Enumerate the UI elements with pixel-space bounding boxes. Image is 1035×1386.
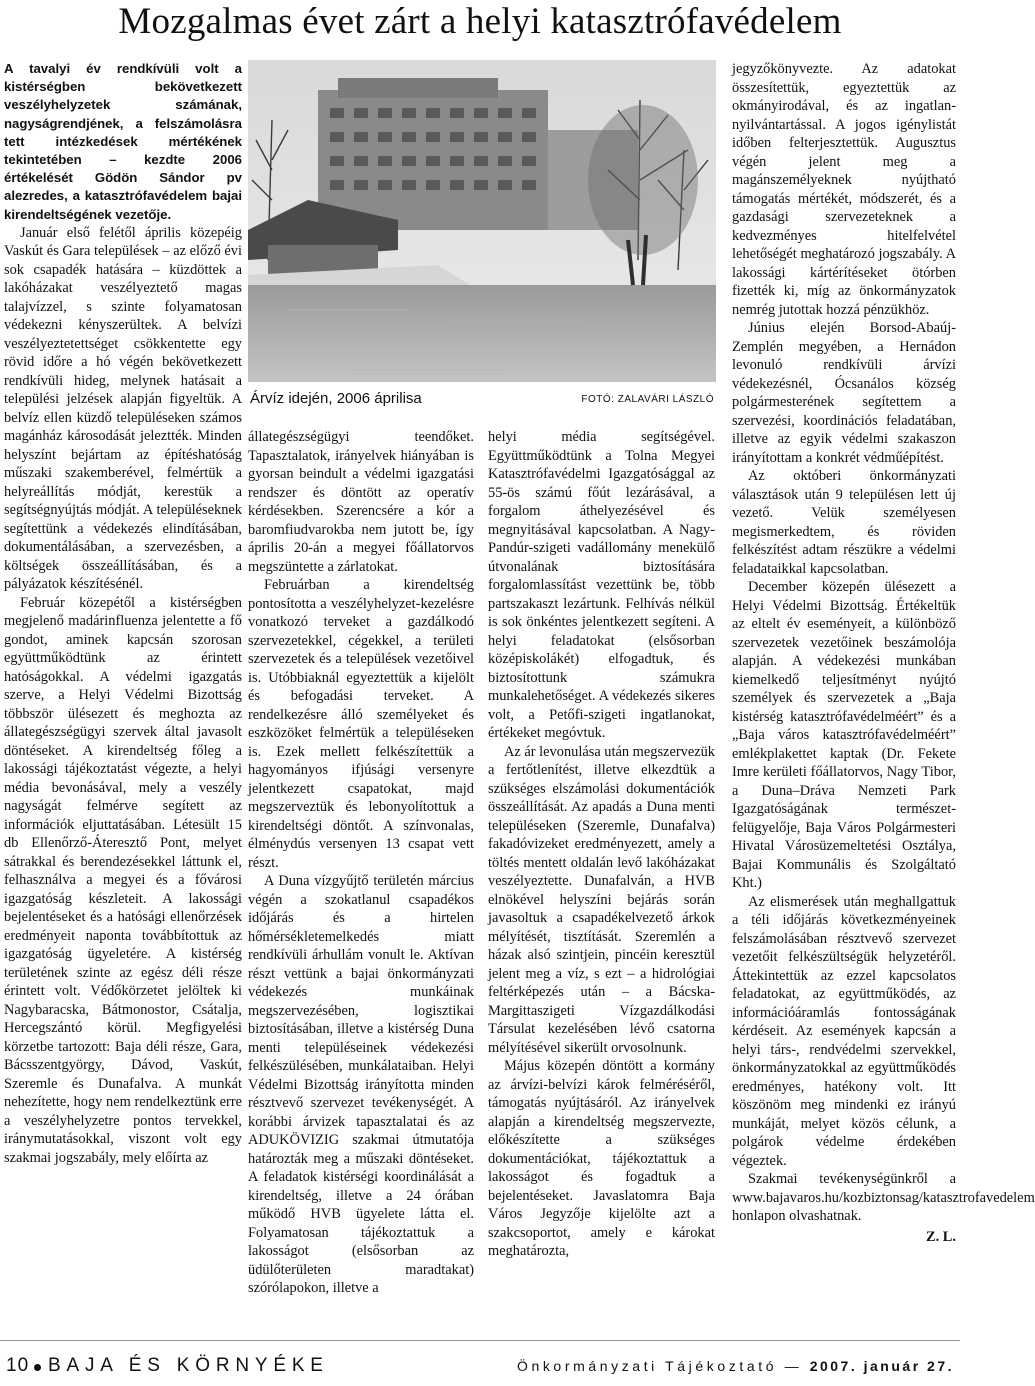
- footer-divider: [0, 1340, 960, 1341]
- paragraph: állategészségügyi teendőket. Tapasztalatok, irányelvek hiányában is gyorsan beindult a védelmi igazgatási rendszer és döntött az operatív kérdésekben. Szerencsére a kór a baromfiudvarokba nem jutott be, így április 20-án a megyei főállatorvos megszüntette a zárlatokat.: [248, 429, 474, 575]
- page-number: 10: [6, 1355, 30, 1376]
- paragraph: Az októberi önkormányzati választások után 9 településen lett új vezető. Velük személyesen megismerkedtem, és röviden felkészítést adtam részükre a védelmi feladataikkal kapcsolatban.: [732, 468, 956, 577]
- flood-photo-image: [248, 60, 716, 382]
- issue-date: 2007. január 27.: [809, 1358, 954, 1374]
- column-4: [732, 60, 1035, 1246]
- paragraph: Szakmai tevékenységünkről a www.bajavaros.hu/kozbiztonsag/katasztrofavedelem honlapon olvashatnak.: [732, 1171, 1035, 1224]
- article-lead: A tavalyi év rendkívüli volt a kistérségben bekövetkezett veszélyhelyzetek számának, nagyságrendjének, a felszámolásra tett intézkedések mértékének tekintetében – kezdte 2006 értékelését Gödön Sándor pv alezredes, a katasztrófavédelem bajai kirendeltségének vezetője.: [4, 61, 242, 222]
- paragraph: Az elismerések után meghallgattuk a téli időjárás következményeinek felszámolásában résztvevő szervezet vezetőit felkészültségük helyzetéről. Áttekintettük az ezzel kapcsolatos feladatokat, az együttműködés, az információáramlás fontosságának kérdéseit. Az események kapcsán a helyi társ-, rendvédelmi szervekkel, önkormányzatokkal az együttműködés eredményes, hatékony volt. Itt köszönöm meg mindenki ez irányú munkáját, melyet közös célunk, a polgárok védelme érdekében végeztek.: [732, 893, 956, 1169]
- column-2: [248, 428, 474, 1298]
- photo-caption-bar: [248, 390, 716, 412]
- author-signature: Z. L.: [926, 1228, 956, 1245]
- publication-subtitle: Önkormányzati Tájékoztató —: [516, 1358, 803, 1374]
- paragraph: Az ár levonulása után megszervezük a fertőtlenítést, illetve elkezdtük a szükséges elszámolási dokumentációk összeállítását. Az apadás a Duna menti településeken (Szeremle, Dunafalva) fakadóvizeket eredményezett, amely a töltés mentett oldalán levő lakóházakat veszélyeztette. Dunafalván, a HVB elnökével helyszíni bejárás során javasoltuk a csapadékelvezető árkok mélyítését, tisztítását. Szeremlén a házak alsó szintjein, pincéin keresztül jelent meg a víz, s ezt – a hidrológiai feltérképezés után – a Bácska-Margittaszigeti Vízgazdálkodási Társulat kezelésében lévő csatorna mélyítésével sikerült orvosolnunk.: [488, 743, 715, 1056]
- paragraph: Június elején Borsod-Abaúj-Zemplén megyében, a Hernádon levonuló rendkívüli árvízi védekezésnél, Ócsanálos község polgármesterének segítettem a szervezési, koordinációs feladatában, illetve az egyik védelmi szakaszon irányítottam a konkrét védműépítést.: [732, 320, 956, 466]
- paragraph: Februárban a kirendeltség pontosította a veszélyhelyzet-kezelésre vonatkozó terveket a gazdálkodó szervezetekkel, cégekkel, a területi szervezetek és a települések vezetőivel is. Utóbbiaknál egyeztettük a kijelölt és befogadási terveket. A rendelkezésre álló személyeket és eszközöket felmértük a településeken is. Ezek mellett felkészítettük a hagyományos ifjúsági versenyre jelentkezett csapatokat, majd megszerveztük és lebonyolítottuk a kirendeltségi döntőt. A színvonalas, élménydús versenyen 13 csapat vett részt.: [248, 577, 474, 871]
- photo-caption: Árvíz idején, 2006 áprilisa: [250, 390, 422, 407]
- bullet-dot-icon: [34, 1364, 41, 1371]
- column-1: [4, 60, 242, 1167]
- paragraph: December közepén ülésezett a Helyi Védelmi Bizottság. Értékeltük az eltelt év eseményeit, a különböző szervezetek vezetőinek beszámolója alapján. A védekezési munkában kiemelkedő teljesítményt nyújtó személyek és szervezetek a „Baja kistérség katasztrófavédelméért” és a „Baja város katasztrófavédelméért” emlékplakettet kaptak (Dr. Fekete Imre kerületi főállatorvos, Nagy Tibor, a Duna–Dráva Nemzeti Park Igazgatóságának természet-felügyelője, Baja Város Polgármesteri Hivatal Városüzemeltetési Osztálya, Bajai Kommunális és Szolgáltató Kht.): [732, 579, 956, 891]
- paragraph: jegyzőkönyvezte. Az adatokat összesítettük, egyeztettük az okmányirodával, és az ingatlan-nyilvántartással. A jogos igénylistát időben felterjesztettük. Augusztus végén jelent meg a magánszemélyeknek nyújtható támogatás mértékét, módszerét, és a gazdasági szervezeteknek a kedvezményes hitelfelvétel lehetőségét meghatározó jogszabály. A lakossági kártérítéseket ötórben fizették ki, míg az önkormányzatok nemrég jutottak hozzá pénzükhöz.: [732, 61, 956, 318]
- photo-credit: FOTÓ: ZALAVÁRI LÁSZLÓ: [581, 394, 714, 405]
- paragraph: Január első felétől április közepéig Vaskút és Gara települések – az előző évi sok csapadék hatására – küzdöttek a lakóházakat veszélyeztető magas talajvízzel, s szinte folyamatosan védekezni kényszerültek. A belvízi veszélyeztetettséget csökkentette egy rövid időre a hó végén bekövetkezett rendkívüli hideg, melynek hatásait a települési jelzések alapján figyeltük. A belvíz ellen küzdő településeken számos magánház károsodását jeleztték. Minden helyszínt bejártam az építéshatóság műszaki szakemberével, felmértük a helyreállítás módját, kerestük a segítségnyújtás módját. A településeknek segítettünk a védekezés elindításában, dokumentálásában, a szervezésben, a költségek összeállításában, és a pályázatok készítésénél.: [4, 224, 242, 593]
- page-footer: [0, 1355, 960, 1381]
- publication-info: [517, 1358, 954, 1374]
- paragraph: Február közepétől a kistérségben megjelenő madárinfluenza jelentette a fő gondot, aminek kapcsán szorosan együttműködtünk az érintett hatóságokkal. A védelmi igazgatás szerve, a Helyi Védelmi Bizottság többször ülésezett és meghozta az állategészségügyi szervek által javasolt döntéseket. A kirendeltség főleg a lakossági tájékoztatást végezte, a helyi média bevonásával, mely a veszély nagyságát felmérve segített az információk eljuttatásában. Létesült 15 db Ellenőrző-Áteresztő Pont, melyet sátrakkal és berendezésekkel láttunk el, felhasználva a megyei és a fővárosi igazgatóság készleteit. A lakossági bejelentéseket és a hatósági ellenőrzések eredményeit naponta továbbítottuk az igazgatóság ügyeletére. A kistérség területének szinte az egész déli része érintett volt. Védőkörzetet jelöltek ki Nagybaracska, Bátmonostor, Csátalja, Hercegszántó körül. Megfigyelési körzetbe tartozott: Baja déli része, Gara, Bácsszentgyörgy, Dávod, Vaskút, Szeremle és Dunafalva. A munkát nehezítette, hogy nem rendelkeztünk erre a veszélyhelyzetre pontos tervekkel, iránymutatásokkal, viszont volt egy szakmai jogszabály, mely előírta az: [4, 594, 242, 1166]
- flood-photo: [248, 60, 716, 382]
- paragraph: helyi média segítségével. Együttműködtünk a Tolna Megyei Katasztrófavédelmi Igazgatósággal az 55-ös számú főút lezárásával, a forgalom áthelyezésével és megnyitásával kapcsolatban. A Nagy-Pandúr-szigeti vadállomány menekülő útvonalának biztosítására forgalomlassítást vezettünk be, több partszakaszt lezártunk. Felhívás nélkül is sok önkéntes jelentkezett segíteni. A helyi feladatokat (elsősorban középiskolákét) elfogadtuk, és biztosítottunk számukra munkalehetőséget. A védekezés sikeres volt, a Petőfi-szigeti ingatlanokat, értékeket megóvtuk.: [488, 429, 715, 741]
- column-3: [488, 428, 715, 1261]
- paragraph: Május közepén döntött a kormány az árvízi-belvízi károk felméréséről, támogatás nyújtásáról. Az irányelvek alapján a kirendeltség megszervezte, előkészítette a szükséges dokumentációkat, tájékoztattuk a lakosságot és fogadtuk a bejelentéseket. Javaslatomra Baja Város Jegyzője kijelölte azt a szakcsoportot, amely e károkat meghatározta,: [488, 1058, 715, 1259]
- article-title: Mozgalmas évet zárt a helyi katasztrófavédelem: [118, 1, 842, 42]
- publication-name: BAJA ÉS KÖRNYÉKE: [48, 1355, 329, 1376]
- paragraph: A Duna vízgyűjtő területén március végén a szokatlanul csapadékos időjárás és a hirtelen hőmérsékletemelkedés miatt rendkívüli árhullám vonult le. Aktívan részt vettünk a bajai önkormányzati védekezés munkáinak megszervezésében, logisztikai biztosításában, illetve a kistérség Duna menti településeinek védekezési felkészülésében, munkálataiban. Helyi Védelmi Bizottság irányította minden résztvevő szervezet tevékenységét. A korábbi árvizek tapasztalatai és az ADUKÖVIZIG szakmai útmutatója határozták meg a műszaki döntéseket. A feladatok kistérségi koordinálását a kirendeltség, illetve a 24 órában működő HVB ügyelete látta el. Folyamatosan tájékoztattuk a lakosságot (elsősorban az üdülőterületen maradtakat) szórólapokon, illetve a: [248, 873, 474, 1296]
